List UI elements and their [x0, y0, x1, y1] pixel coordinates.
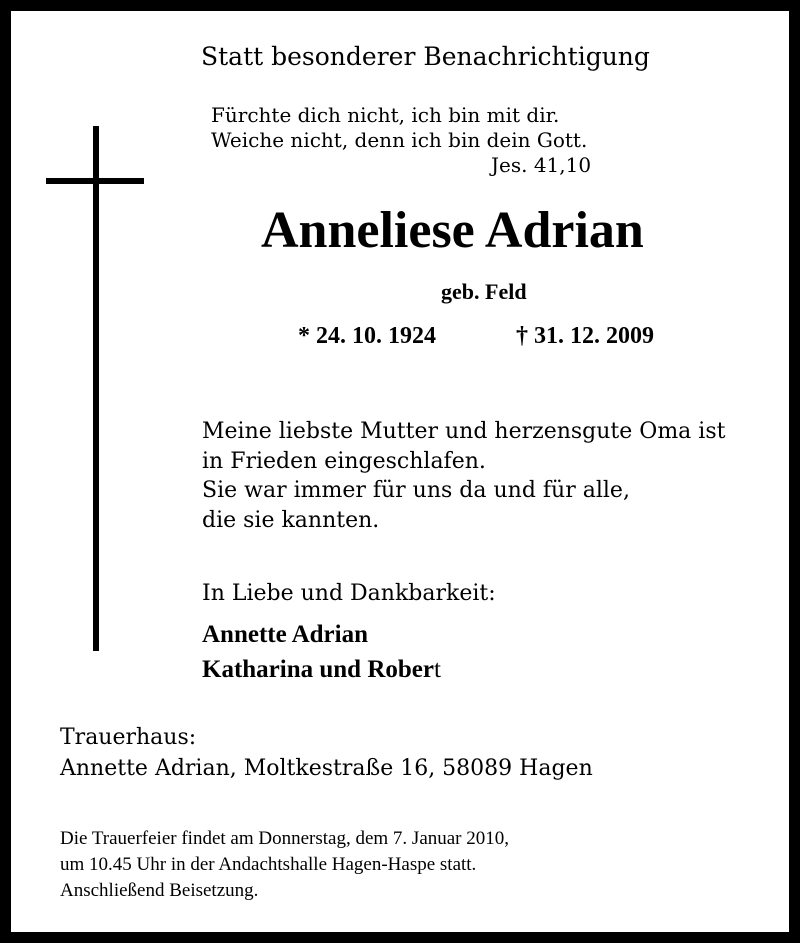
service-line-1: Die Trauerfeier findet am Donnerstag, dem 7. Januar 2010, [60, 828, 510, 849]
verse-line-1: Fürchte dich nicht, ich bin mit dir. [211, 103, 560, 127]
verse-reference: Jes. 41,10 [491, 153, 592, 177]
birth-date: * 24. 10. 1924 [298, 323, 436, 349]
signer-2-name: Katharina und Rober [202, 656, 434, 683]
mourning-house-label: Trauerhaus: [60, 725, 197, 750]
message-line-2: in Frieden eingeschlafen. [202, 449, 486, 474]
verse-line-2: Weiche nicht, denn ich bin dein Gott. [211, 128, 588, 152]
service-line-2: um 10.45 Uhr in der Andachtshalle Hagen-Haspe statt. [60, 854, 477, 875]
closing-line: In Liebe und Dankbarkeit: [202, 581, 496, 606]
deceased-name: Anneliese Adrian [261, 202, 644, 259]
maiden-name: geb. Feld [441, 279, 527, 304]
mourning-house-address: Annette Adrian, Moltkestraße 16, 58089 Hagen [60, 756, 593, 781]
signer-2-tail: t [433, 656, 441, 683]
cross-bar-icon [46, 178, 144, 184]
service-line-3: Anschließend Beisetzung. [60, 880, 259, 901]
signer-1: Annette Adrian [202, 621, 368, 648]
message-line-4: die sie kannten. [202, 508, 380, 533]
message-line-3: Sie war immer für uns da und für alle, [202, 478, 630, 503]
message-line-1: Meine liebste Mutter und herzensgute Oma ist [202, 419, 726, 444]
signer-2 [202, 656, 441, 684]
death-date: † 31. 12. 2009 [516, 323, 654, 349]
cross-icon [93, 126, 99, 651]
notice-heading: Statt besonderer Benachrichtigung [201, 42, 650, 71]
